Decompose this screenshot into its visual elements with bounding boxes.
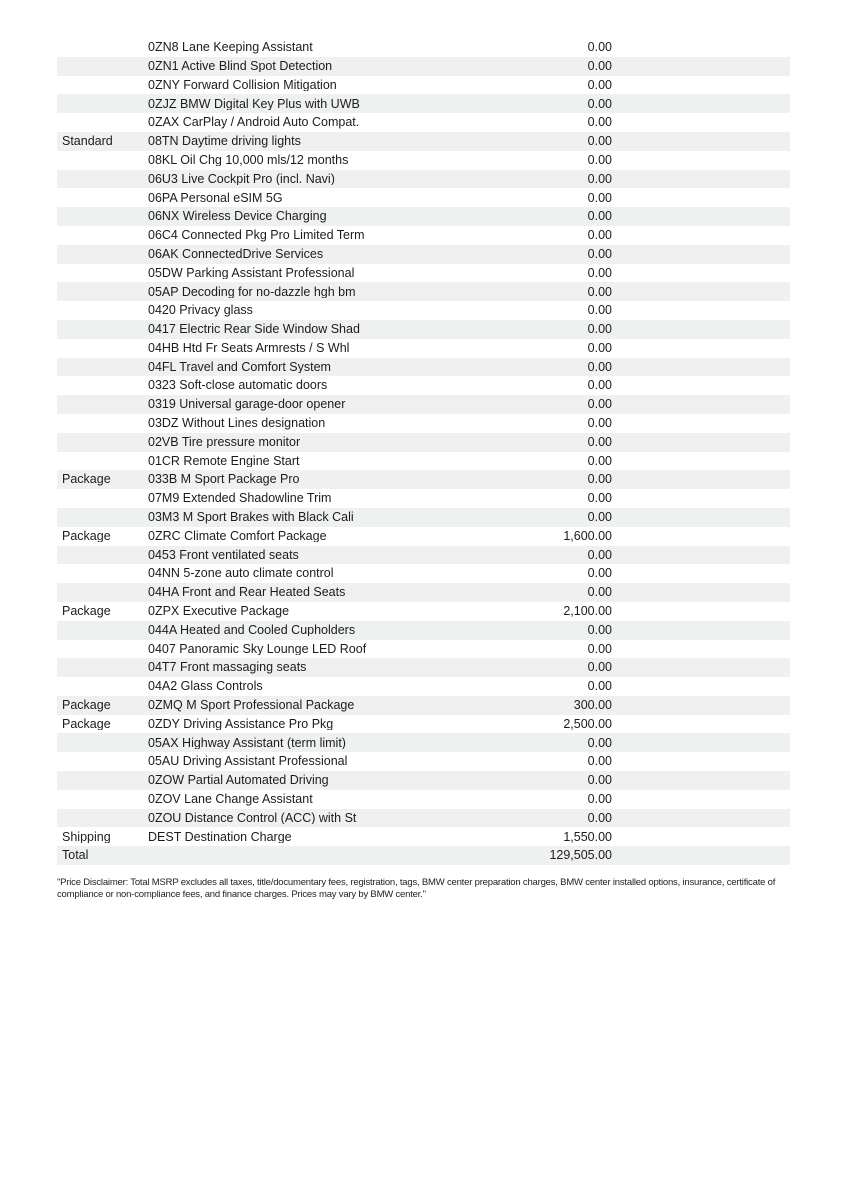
row-description: 08TN Daytime driving lights	[148, 135, 301, 148]
row-price: 0.00	[587, 134, 612, 149]
table-row	[57, 188, 790, 207]
row-price: 0.00	[587, 303, 612, 318]
row-description: 033B M Sport Package Pro	[148, 473, 300, 486]
row-description: 0ZOU Distance Control (ACC) with St	[148, 811, 357, 825]
table-row	[57, 790, 790, 809]
table-row	[57, 132, 790, 151]
table-row	[57, 602, 790, 621]
row-description: 06PA Personal eSIM 5G	[148, 191, 283, 205]
row-description: 0ZN1 Active Blind Spot Detection	[148, 59, 333, 73]
row-price: 0.00	[587, 810, 612, 825]
row-price: 0.00	[587, 453, 612, 468]
row-price: 0.00	[587, 472, 612, 487]
table-row	[57, 376, 790, 395]
row-price: 0.00	[587, 190, 612, 205]
table-row	[57, 264, 790, 283]
table-row	[57, 358, 790, 377]
row-category: Standard	[62, 135, 113, 148]
row-price: 0.00	[587, 58, 612, 73]
row-price: 0.00	[587, 284, 612, 299]
row-description: 04NN 5-zone auto climate control	[148, 567, 334, 580]
row-price: 0.00	[587, 585, 612, 600]
table-row	[57, 640, 790, 659]
table-row	[57, 752, 790, 771]
row-price: 0.00	[587, 246, 612, 261]
row-description: 03DZ Without Lines designation	[148, 417, 326, 430]
table-row	[57, 827, 790, 846]
table-row	[57, 414, 790, 433]
table-row	[57, 546, 790, 565]
row-description: 04HB Htd Fr Seats Armrests / S Whl	[148, 341, 350, 355]
row-description: 0453 Front ventilated seats	[148, 548, 299, 562]
row-description: 06C4 Connected Pkg Pro Limited Term	[148, 229, 365, 242]
row-price: 0.00	[587, 773, 612, 788]
table-row	[57, 677, 790, 696]
row-price: 0.00	[587, 96, 612, 111]
row-price: 0.00	[587, 228, 612, 243]
row-price: 0.00	[587, 491, 612, 506]
row-description: 02VB Tire pressure monitor	[148, 435, 301, 449]
row-category: Package	[62, 699, 111, 712]
row-category: Package	[62, 529, 111, 543]
row-description: 04HA Front and Rear Heated Seats	[148, 586, 346, 599]
table-row	[57, 715, 790, 734]
row-price: 0.00	[587, 622, 612, 637]
row-price: 0.00	[587, 547, 612, 562]
row-price: 0.00	[587, 171, 612, 186]
table-row	[57, 38, 790, 57]
table-row	[57, 320, 790, 339]
row-description: 0ZMQ M Sport Professional Package	[148, 699, 355, 712]
table-row	[57, 846, 790, 865]
row-description: 04FL Travel and Comfort System	[148, 360, 331, 374]
table-row	[57, 696, 790, 715]
row-category: Package	[62, 605, 111, 618]
table-row	[57, 470, 790, 489]
row-description: 05AP Decoding for no-dazzle hgh bm	[148, 285, 356, 298]
table-row	[57, 809, 790, 828]
row-category: Package	[62, 717, 111, 731]
row-price: 0.00	[587, 265, 612, 280]
row-description: 07M9 Extended Shadowline Trim	[148, 492, 332, 505]
row-description: 0319 Universal garage-door opener	[148, 398, 346, 411]
row-price: 300.00	[573, 698, 612, 713]
row-description: 0407 Panoramic Sky Lounge LED Roof	[148, 642, 367, 656]
row-price: 2,500.00	[563, 716, 612, 731]
row-price: 1,600.00	[563, 528, 612, 543]
row-description: 08KL Oil Chg 10,000 mls/12 months	[148, 153, 349, 167]
row-description: 0ZDY Driving Assistance Pro Pkg	[148, 717, 334, 731]
row-price: 0.00	[587, 340, 612, 355]
price-disclaimer: "Price Disclaimer: Total MSRP excludes all taxes, title/documentary fees, registration, tags, BMW center preparation charges, BMW center installed options, insurance, certificate of compliance or non-compliance fees, and finance charges. Prices may vary by BMW center."	[57, 877, 776, 901]
table-row	[57, 527, 790, 546]
row-description: 0ZOW Partial Automated Driving	[148, 774, 329, 787]
row-description: 0ZOV Lane Change Assistant	[148, 793, 313, 806]
row-description: 0417 Electric Rear Side Window Shad	[148, 323, 360, 336]
row-price: 0.00	[587, 754, 612, 769]
table-row	[57, 658, 790, 677]
row-price: 0.00	[587, 40, 612, 55]
table-row	[57, 57, 790, 76]
table-row	[57, 94, 790, 113]
row-price: 0.00	[587, 397, 612, 412]
table-row	[57, 771, 790, 790]
row-category: Shipping	[62, 830, 111, 844]
row-description: 04A2 Glass Controls	[148, 680, 263, 693]
table-row	[57, 564, 790, 583]
options-table	[57, 38, 790, 865]
row-price: 2,100.00	[563, 604, 612, 619]
row-price: 0.00	[587, 434, 612, 449]
row-price: 0.00	[587, 641, 612, 656]
table-row	[57, 76, 790, 95]
row-price: 0.00	[587, 416, 612, 431]
row-description: 01CR Remote Engine Start	[148, 454, 300, 468]
row-category: Total	[62, 849, 89, 862]
row-description: 0ZAX CarPlay / Android Auto Compat.	[148, 116, 360, 129]
row-description: 05AX Highway Assistant (term limit)	[148, 736, 346, 750]
row-description: 0ZPX Executive Package	[148, 605, 290, 618]
row-price: 0.00	[587, 77, 612, 92]
row-price: 0.00	[587, 322, 612, 337]
row-price: 0.00	[587, 209, 612, 224]
row-description: 06U3 Live Cockpit Pro (incl. Navi)	[148, 172, 335, 186]
row-description: 0ZRC Climate Comfort Package	[148, 529, 327, 543]
row-price: 0.00	[587, 115, 612, 130]
row-description: 0ZJZ BMW Digital Key Plus with UWB	[148, 97, 360, 111]
row-price: 1,550.00	[563, 829, 612, 844]
row-description: 06NX Wireless Device Charging	[148, 210, 327, 223]
row-description: 06AK ConnectedDrive Services	[148, 247, 324, 261]
table-row	[57, 151, 790, 170]
row-description: 05AU Driving Assistant Professional	[148, 755, 348, 768]
table-row	[57, 395, 790, 414]
table-row	[57, 282, 790, 301]
row-description: 03M3 M Sport Brakes with Black Cali	[148, 511, 354, 524]
row-price: 0.00	[587, 152, 612, 167]
table-row	[57, 452, 790, 471]
row-price: 0.00	[587, 792, 612, 807]
table-row	[57, 508, 790, 527]
table-row	[57, 733, 790, 752]
row-price: 0.00	[587, 566, 612, 581]
row-price: 0.00	[587, 378, 612, 393]
table-row	[57, 339, 790, 358]
table-row	[57, 489, 790, 508]
table-row	[57, 245, 790, 264]
table-row	[57, 583, 790, 602]
table-row	[57, 301, 790, 320]
table-row	[57, 207, 790, 226]
table-row	[57, 621, 790, 640]
row-price: 129,505.00	[549, 848, 612, 863]
table-row	[57, 170, 790, 189]
table-row	[57, 433, 790, 452]
row-description: 0ZN8 Lane Keeping Assistant	[148, 41, 313, 54]
row-category: Package	[62, 473, 111, 486]
row-description: 0ZNY Forward Collision Mitigation	[148, 78, 337, 92]
row-description: 0323 Soft-close automatic doors	[148, 379, 328, 392]
row-description: DEST Destination Charge	[148, 830, 292, 844]
row-description: 05DW Parking Assistant Professional	[148, 266, 355, 280]
table-row	[57, 226, 790, 245]
table-row	[57, 113, 790, 132]
row-price: 0.00	[587, 660, 612, 675]
row-price: 0.00	[587, 510, 612, 525]
row-description: 0420 Privacy glass	[148, 304, 253, 317]
row-description: 044A Heated and Cooled Cupholders	[148, 623, 356, 637]
row-description: 04T7 Front massaging seats	[148, 661, 307, 674]
row-price: 0.00	[587, 359, 612, 374]
row-price: 0.00	[587, 735, 612, 750]
row-price: 0.00	[587, 679, 612, 694]
